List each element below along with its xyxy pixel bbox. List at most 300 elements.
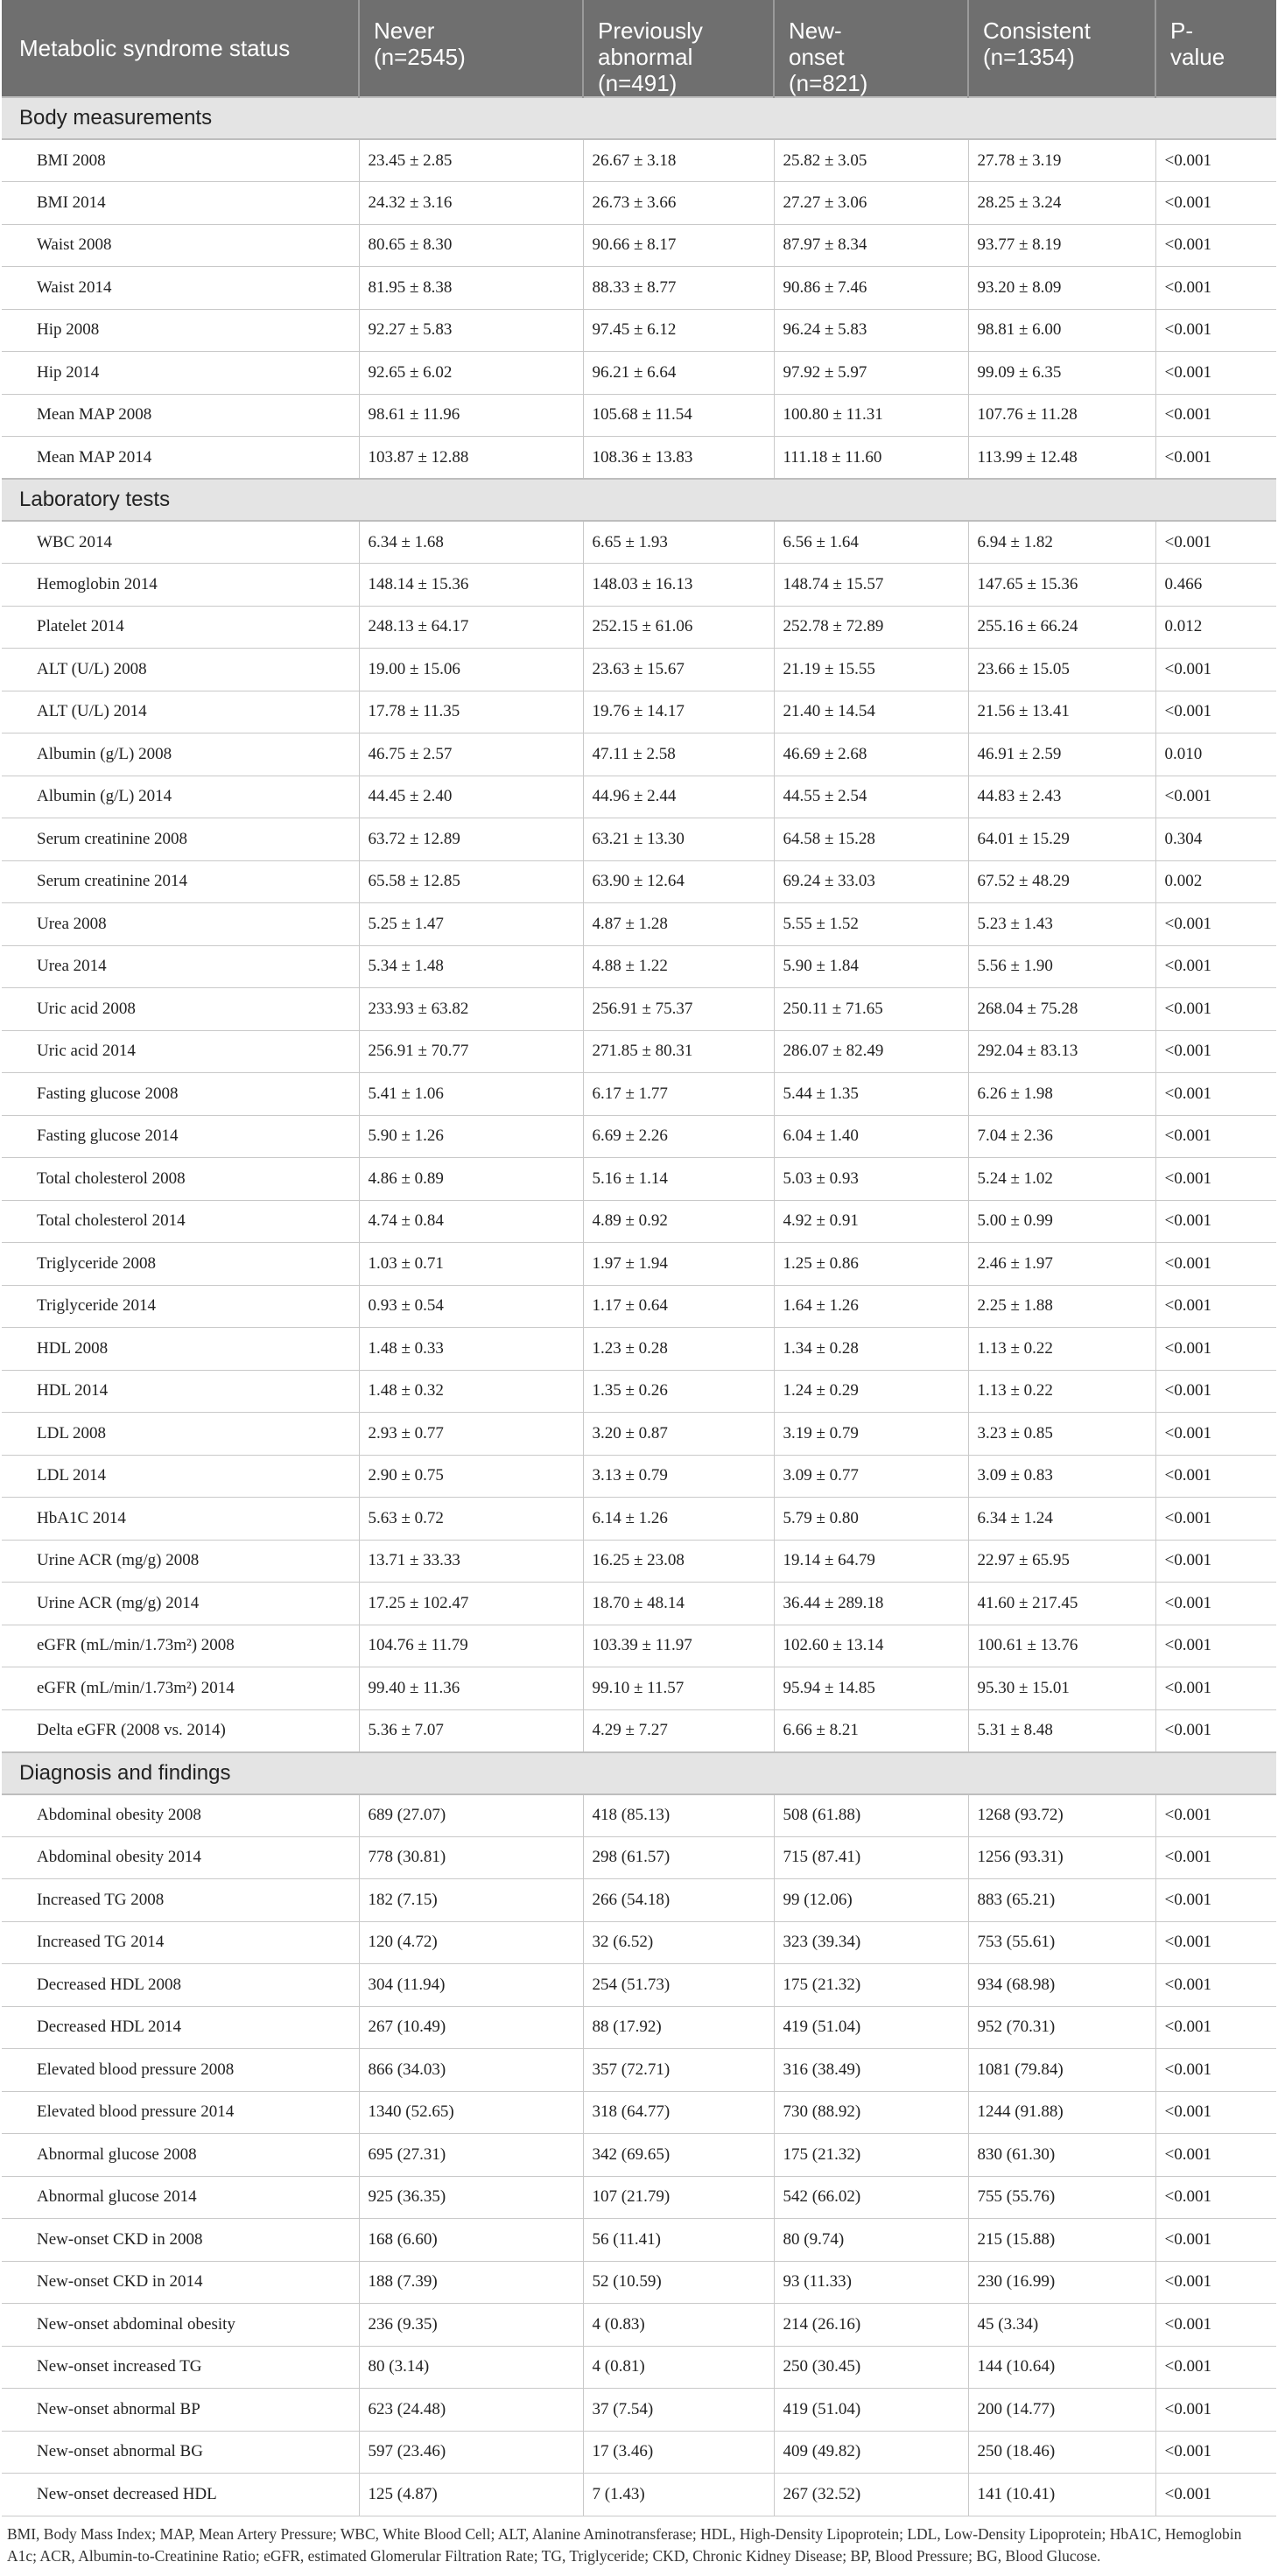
p-value: <0.001 [1155, 437, 1276, 480]
table-row [2, 776, 1276, 818]
new-onset-value: 1.24 ± 0.29 [774, 1370, 968, 1413]
previously-abnormal-value: 4.89 ± 0.92 [583, 1200, 774, 1243]
consistent-value: 230 (16.99) [968, 2261, 1155, 2304]
table-row [2, 1073, 1276, 1116]
new-onset-value: 5.44 ± 1.35 [774, 1073, 968, 1116]
consistent-value: 46.91 ± 2.59 [968, 733, 1155, 776]
table-row [2, 1455, 1276, 1498]
new-onset-value: 267 (32.52) [774, 2474, 968, 2516]
p-value: <0.001 [1155, 2389, 1276, 2432]
never-value: 19.00 ± 15.06 [359, 649, 583, 691]
consistent-value: 107.76 ± 11.28 [968, 394, 1155, 437]
table-row [2, 733, 1276, 776]
new-onset-value: 250 (30.45) [774, 2346, 968, 2389]
previously-abnormal-value: 26.73 ± 3.66 [583, 182, 774, 225]
row-label: Waist 2014 [2, 267, 359, 310]
p-value: 0.012 [1155, 606, 1276, 649]
table-row [2, 182, 1276, 225]
table-row [2, 1921, 1276, 1964]
new-onset-value: 5.79 ± 0.80 [774, 1498, 968, 1541]
p-value: <0.001 [1155, 309, 1276, 352]
row-label: Mean MAP 2014 [2, 437, 359, 480]
consistent-value: 952 (70.31) [968, 2006, 1155, 2049]
previously-abnormal-value: 1.97 ± 1.94 [583, 1243, 774, 1286]
section-title: Diagnosis and findings [2, 1752, 1276, 1794]
consistent-value: 2.25 ± 1.88 [968, 1285, 1155, 1328]
row-label: Total cholesterol 2014 [2, 1200, 359, 1243]
table-row [2, 2091, 1276, 2134]
previously-abnormal-value: 90.66 ± 8.17 [583, 224, 774, 267]
p-value: <0.001 [1155, 945, 1276, 988]
never-value: 182 (7.15) [359, 1879, 583, 1922]
table-row [2, 2219, 1276, 2262]
new-onset-value: 1.25 ± 0.86 [774, 1243, 968, 1286]
table-header [2, 0, 1276, 97]
never-value: 925 (36.35) [359, 2176, 583, 2219]
never-value: 188 (7.39) [359, 2261, 583, 2304]
previously-abnormal-value: 148.03 ± 16.13 [583, 564, 774, 607]
previously-abnormal-value: 1.35 ± 0.26 [583, 1370, 774, 1413]
previously-abnormal-value: 103.39 ± 11.97 [583, 1625, 774, 1667]
new-onset-value: 3.19 ± 0.79 [774, 1413, 968, 1456]
previously-abnormal-value: 26.67 ± 3.18 [583, 139, 774, 182]
consistent-value: 883 (65.21) [968, 1879, 1155, 1922]
table-row [2, 649, 1276, 691]
row-label: Abnormal glucose 2014 [2, 2176, 359, 2219]
consistent-value: 98.81 ± 6.00 [968, 309, 1155, 352]
previously-abnormal-value: 63.21 ± 13.30 [583, 818, 774, 861]
never-value: 81.95 ± 8.38 [359, 267, 583, 310]
previously-abnormal-value: 37 (7.54) [583, 2389, 774, 2432]
previously-abnormal-value: 63.90 ± 12.64 [583, 860, 774, 903]
consistent-value: 5.24 ± 1.02 [968, 1158, 1155, 1201]
p-value: <0.001 [1155, 1921, 1276, 1964]
consistent-value: 6.26 ± 1.98 [968, 1073, 1155, 1116]
consistent-value: 64.01 ± 15.29 [968, 818, 1155, 861]
p-value: <0.001 [1155, 1455, 1276, 1498]
new-onset-value: 409 (49.82) [774, 2431, 968, 2474]
new-onset-value: 44.55 ± 2.54 [774, 776, 968, 818]
never-value: 6.34 ± 1.68 [359, 521, 583, 564]
row-label: New-onset abdominal obesity [2, 2304, 359, 2347]
table-row [2, 1836, 1276, 1879]
p-value: <0.001 [1155, 1328, 1276, 1371]
consistent-value: 5.00 ± 0.99 [968, 1200, 1155, 1243]
never-value: 233.93 ± 63.82 [359, 988, 583, 1031]
never-value: 24.32 ± 3.16 [359, 182, 583, 225]
p-value: <0.001 [1155, 1200, 1276, 1243]
row-label: Hemoglobin 2014 [2, 564, 359, 607]
new-onset-value: 69.24 ± 33.03 [774, 860, 968, 903]
row-label: Serum creatinine 2014 [2, 860, 359, 903]
table-row [2, 2049, 1276, 2092]
p-value: 0.304 [1155, 818, 1276, 861]
p-value: <0.001 [1155, 1285, 1276, 1328]
new-onset-value: 102.60 ± 13.14 [774, 1625, 968, 1667]
p-value: <0.001 [1155, 1836, 1276, 1879]
row-label: Elevated blood pressure 2014 [2, 2091, 359, 2134]
previously-abnormal-value: 252.15 ± 61.06 [583, 606, 774, 649]
previously-abnormal-value: 357 (72.71) [583, 2049, 774, 2092]
table-row [2, 224, 1276, 267]
consistent-value: 22.97 ± 65.95 [968, 1540, 1155, 1583]
new-onset-value: 99 (12.06) [774, 1879, 968, 1922]
row-label: Uric acid 2008 [2, 988, 359, 1031]
new-onset-value: 80 (9.74) [774, 2219, 968, 2262]
p-value: <0.001 [1155, 2219, 1276, 2262]
never-value: 13.71 ± 33.33 [359, 1540, 583, 1583]
p-value: 0.466 [1155, 564, 1276, 607]
table-row [2, 1498, 1276, 1541]
p-value: <0.001 [1155, 2261, 1276, 2304]
consistent-value: 934 (68.98) [968, 1964, 1155, 2007]
table-row [2, 1115, 1276, 1158]
row-label: Total cholesterol 2008 [2, 1158, 359, 1201]
table-row [2, 1370, 1276, 1413]
row-label: Albumin (g/L) 2014 [2, 776, 359, 818]
new-onset-value: 5.90 ± 1.84 [774, 945, 968, 988]
never-value: 866 (34.03) [359, 2049, 583, 2092]
never-value: 304 (11.94) [359, 1964, 583, 2007]
row-label: eGFR (mL/min/1.73m²) 2014 [2, 1667, 359, 1710]
previously-abnormal-value: 4 (0.81) [583, 2346, 774, 2389]
consistent-value: 250 (18.46) [968, 2431, 1155, 2474]
new-onset-value: 1.34 ± 0.28 [774, 1328, 968, 1371]
previously-abnormal-value: 4 (0.83) [583, 2304, 774, 2347]
table-row [2, 945, 1276, 988]
table-row [2, 267, 1276, 310]
never-value: 46.75 ± 2.57 [359, 733, 583, 776]
p-value: <0.001 [1155, 2006, 1276, 2049]
table-row [2, 1158, 1276, 1201]
row-label: Increased TG 2008 [2, 1879, 359, 1922]
never-value: 5.90 ± 1.26 [359, 1115, 583, 1158]
never-value: 2.90 ± 0.75 [359, 1455, 583, 1498]
new-onset-value: 508 (61.88) [774, 1794, 968, 1837]
previously-abnormal-value: 96.21 ± 6.64 [583, 352, 774, 395]
consistent-value: 144 (10.64) [968, 2346, 1155, 2389]
header-row [2, 0, 1276, 97]
table-row [2, 1625, 1276, 1667]
table-row [2, 1667, 1276, 1710]
p-value: <0.001 [1155, 521, 1276, 564]
never-value: 104.76 ± 11.79 [359, 1625, 583, 1667]
previously-abnormal-value: 1.23 ± 0.28 [583, 1328, 774, 1371]
previously-abnormal-value: 99.10 ± 11.57 [583, 1667, 774, 1710]
never-value: 148.14 ± 15.36 [359, 564, 583, 607]
new-onset-value: 286.07 ± 82.49 [774, 1030, 968, 1073]
p-value: <0.001 [1155, 903, 1276, 946]
p-value: <0.001 [1155, 394, 1276, 437]
row-label: Waist 2008 [2, 224, 359, 267]
new-onset-value: 252.78 ± 72.89 [774, 606, 968, 649]
section-title: Laboratory tests [2, 479, 1276, 521]
previously-abnormal-value: 4.88 ± 1.22 [583, 945, 774, 988]
consistent-value: 6.34 ± 1.24 [968, 1498, 1155, 1541]
consistent-value: 268.04 ± 75.28 [968, 988, 1155, 1031]
table-row [2, 1243, 1276, 1286]
new-onset-value: 36.44 ± 289.18 [774, 1583, 968, 1625]
table-body [2, 97, 1276, 2516]
table-row [2, 437, 1276, 480]
p-value: <0.001 [1155, 1413, 1276, 1456]
table-row [2, 1964, 1276, 2007]
new-onset-value: 214 (26.16) [774, 2304, 968, 2347]
never-value: 1.48 ± 0.33 [359, 1328, 583, 1371]
consistent-value: 67.52 ± 48.29 [968, 860, 1155, 903]
consistent-value: 255.16 ± 66.24 [968, 606, 1155, 649]
row-label: Abnormal glucose 2008 [2, 2134, 359, 2177]
row-label: New-onset increased TG [2, 2346, 359, 2389]
row-label: Fasting glucose 2014 [2, 1115, 359, 1158]
p-value: <0.001 [1155, 776, 1276, 818]
never-value: 597 (23.46) [359, 2431, 583, 2474]
row-label: ALT (U/L) 2008 [2, 649, 359, 691]
p-value: <0.001 [1155, 1964, 1276, 2007]
table-row [2, 521, 1276, 564]
previously-abnormal-value: 4.29 ± 7.27 [583, 1709, 774, 1752]
never-value: 98.61 ± 11.96 [359, 394, 583, 437]
previously-abnormal-value: 3.13 ± 0.79 [583, 1455, 774, 1498]
table-row [2, 2134, 1276, 2177]
table-row [2, 2431, 1276, 2474]
consistent-value: 21.56 ± 13.41 [968, 691, 1155, 733]
never-value: 1.03 ± 0.71 [359, 1243, 583, 1286]
never-value: 236 (9.35) [359, 2304, 583, 2347]
previously-abnormal-value: 88.33 ± 8.77 [583, 267, 774, 310]
table-row [2, 818, 1276, 861]
consistent-value: 755 (55.76) [968, 2176, 1155, 2219]
row-label: HDL 2008 [2, 1328, 359, 1371]
p-value: <0.001 [1155, 1879, 1276, 1922]
p-value: <0.001 [1155, 267, 1276, 310]
table-row [2, 2474, 1276, 2516]
row-label: Decreased HDL 2014 [2, 2006, 359, 2049]
p-value: <0.001 [1155, 988, 1276, 1031]
consistent-value: 1268 (93.72) [968, 1794, 1155, 1837]
consistent-value: 44.83 ± 2.43 [968, 776, 1155, 818]
row-label: Elevated blood pressure 2008 [2, 2049, 359, 2092]
table-row [2, 691, 1276, 733]
table-row [2, 1328, 1276, 1371]
never-value: 623 (24.48) [359, 2389, 583, 2432]
never-value: 23.45 ± 2.85 [359, 139, 583, 182]
p-value: <0.001 [1155, 2474, 1276, 2516]
consistent-value: 1244 (91.88) [968, 2091, 1155, 2134]
new-onset-value: 21.19 ± 15.55 [774, 649, 968, 691]
p-value: <0.001 [1155, 1370, 1276, 1413]
new-onset-value: 95.94 ± 14.85 [774, 1667, 968, 1710]
row-label: Urine ACR (mg/g) 2014 [2, 1583, 359, 1625]
section-header-row [2, 97, 1276, 139]
table-row [2, 1030, 1276, 1073]
consistent-value: 28.25 ± 3.24 [968, 182, 1155, 225]
never-value: 4.86 ± 0.89 [359, 1158, 583, 1201]
p-value: <0.001 [1155, 1073, 1276, 1116]
header-new-onset: New- onset (n=821) [774, 0, 968, 97]
row-label: Urea 2014 [2, 945, 359, 988]
consistent-value: 27.78 ± 3.19 [968, 139, 1155, 182]
row-label: Hip 2008 [2, 309, 359, 352]
consistent-value: 23.66 ± 15.05 [968, 649, 1155, 691]
new-onset-value: 323 (39.34) [774, 1921, 968, 1964]
new-onset-value: 4.92 ± 0.91 [774, 1200, 968, 1243]
previously-abnormal-value: 6.14 ± 1.26 [583, 1498, 774, 1541]
new-onset-value: 5.55 ± 1.52 [774, 903, 968, 946]
previously-abnormal-value: 23.63 ± 15.67 [583, 649, 774, 691]
p-value: <0.001 [1155, 1243, 1276, 1286]
never-value: 1340 (52.65) [359, 2091, 583, 2134]
consistent-value: 95.30 ± 15.01 [968, 1667, 1155, 1710]
never-value: 99.40 ± 11.36 [359, 1667, 583, 1710]
table-row [2, 2389, 1276, 2432]
never-value: 5.36 ± 7.07 [359, 1709, 583, 1752]
consistent-value: 5.56 ± 1.90 [968, 945, 1155, 988]
never-value: 63.72 ± 12.89 [359, 818, 583, 861]
row-label: BMI 2014 [2, 182, 359, 225]
consistent-value: 100.61 ± 13.76 [968, 1625, 1155, 1667]
new-onset-value: 419 (51.04) [774, 2006, 968, 2049]
new-onset-value: 175 (21.32) [774, 2134, 968, 2177]
p-value: <0.001 [1155, 1115, 1276, 1158]
table-row [2, 394, 1276, 437]
previously-abnormal-value: 318 (64.77) [583, 2091, 774, 2134]
previously-abnormal-value: 107 (21.79) [583, 2176, 774, 2219]
new-onset-value: 1.64 ± 1.26 [774, 1285, 968, 1328]
consistent-value: 45 (3.34) [968, 2304, 1155, 2347]
new-onset-value: 250.11 ± 71.65 [774, 988, 968, 1031]
table-row [2, 2176, 1276, 2219]
p-value: <0.001 [1155, 691, 1276, 733]
never-value: 256.91 ± 70.77 [359, 1030, 583, 1073]
new-onset-value: 316 (38.49) [774, 2049, 968, 2092]
row-label: Abdominal obesity 2014 [2, 1836, 359, 1879]
new-onset-value: 93 (11.33) [774, 2261, 968, 2304]
new-onset-value: 100.80 ± 11.31 [774, 394, 968, 437]
previously-abnormal-value: 266 (54.18) [583, 1879, 774, 1922]
never-value: 5.34 ± 1.48 [359, 945, 583, 988]
previously-abnormal-value: 47.11 ± 2.58 [583, 733, 774, 776]
row-label: Abdominal obesity 2008 [2, 1794, 359, 1837]
p-value: <0.001 [1155, 182, 1276, 225]
table-row [2, 860, 1276, 903]
never-value: 125 (4.87) [359, 2474, 583, 2516]
metabolic-syndrome-table [2, 0, 1276, 2516]
consistent-value: 2.46 ± 1.97 [968, 1243, 1155, 1286]
p-value: <0.001 [1155, 649, 1276, 691]
new-onset-value: 6.66 ± 8.21 [774, 1709, 968, 1752]
row-label: Decreased HDL 2008 [2, 1964, 359, 2007]
row-label: New-onset CKD in 2008 [2, 2219, 359, 2262]
previously-abnormal-value: 256.91 ± 75.37 [583, 988, 774, 1031]
row-label: Urine ACR (mg/g) 2008 [2, 1540, 359, 1583]
row-label: LDL 2014 [2, 1455, 359, 1498]
table-row [2, 352, 1276, 395]
previously-abnormal-value: 32 (6.52) [583, 1921, 774, 1964]
consistent-value: 141 (10.41) [968, 2474, 1155, 2516]
row-label: WBC 2014 [2, 521, 359, 564]
row-label: Serum creatinine 2008 [2, 818, 359, 861]
p-value: <0.001 [1155, 2176, 1276, 2219]
previously-abnormal-value: 17 (3.46) [583, 2431, 774, 2474]
never-value: 1.48 ± 0.32 [359, 1370, 583, 1413]
consistent-value: 93.20 ± 8.09 [968, 267, 1155, 310]
never-value: 65.58 ± 12.85 [359, 860, 583, 903]
table-row [2, 2006, 1276, 2049]
table-row [2, 1879, 1276, 1922]
p-value: <0.001 [1155, 1158, 1276, 1201]
new-onset-value: 64.58 ± 15.28 [774, 818, 968, 861]
table-row [2, 309, 1276, 352]
table-row [2, 1583, 1276, 1625]
consistent-value: 93.77 ± 8.19 [968, 224, 1155, 267]
previously-abnormal-value: 6.17 ± 1.77 [583, 1073, 774, 1116]
row-label: Mean MAP 2008 [2, 394, 359, 437]
previously-abnormal-value: 418 (85.13) [583, 1794, 774, 1837]
never-value: 267 (10.49) [359, 2006, 583, 2049]
new-onset-value: 419 (51.04) [774, 2389, 968, 2432]
consistent-value: 147.65 ± 15.36 [968, 564, 1155, 607]
row-label: Triglyceride 2008 [2, 1243, 359, 1286]
consistent-value: 1.13 ± 0.22 [968, 1328, 1155, 1371]
row-label: ALT (U/L) 2014 [2, 691, 359, 733]
new-onset-value: 90.86 ± 7.46 [774, 267, 968, 310]
new-onset-value: 97.92 ± 5.97 [774, 352, 968, 395]
p-value: <0.001 [1155, 139, 1276, 182]
never-value: 689 (27.07) [359, 1794, 583, 1837]
table-row [2, 2261, 1276, 2304]
previously-abnormal-value: 254 (51.73) [583, 1964, 774, 2007]
never-value: 80.65 ± 8.30 [359, 224, 583, 267]
never-value: 0.93 ± 0.54 [359, 1285, 583, 1328]
table-row [2, 564, 1276, 607]
new-onset-value: 46.69 ± 2.68 [774, 733, 968, 776]
previously-abnormal-value: 18.70 ± 48.14 [583, 1583, 774, 1625]
new-onset-value: 730 (88.92) [774, 2091, 968, 2134]
table-row [2, 1413, 1276, 1456]
p-value: <0.001 [1155, 224, 1276, 267]
table-row [2, 2304, 1276, 2347]
consistent-value: 3.09 ± 0.83 [968, 1455, 1155, 1498]
p-value: <0.001 [1155, 2049, 1276, 2092]
p-value: <0.001 [1155, 2431, 1276, 2474]
consistent-value: 1081 (79.84) [968, 2049, 1155, 2092]
table-row [2, 606, 1276, 649]
row-label: Delta eGFR (2008 vs. 2014) [2, 1709, 359, 1752]
previously-abnormal-value: 88 (17.92) [583, 2006, 774, 2049]
previously-abnormal-value: 97.45 ± 6.12 [583, 309, 774, 352]
previously-abnormal-value: 19.76 ± 14.17 [583, 691, 774, 733]
p-value: <0.001 [1155, 352, 1276, 395]
new-onset-value: 3.09 ± 0.77 [774, 1455, 968, 1498]
previously-abnormal-value: 6.65 ± 1.93 [583, 521, 774, 564]
consistent-value: 6.94 ± 1.82 [968, 521, 1155, 564]
previously-abnormal-value: 342 (69.65) [583, 2134, 774, 2177]
new-onset-value: 96.24 ± 5.83 [774, 309, 968, 352]
p-value: <0.001 [1155, 1583, 1276, 1625]
new-onset-value: 19.14 ± 64.79 [774, 1540, 968, 1583]
consistent-value: 41.60 ± 217.45 [968, 1583, 1155, 1625]
new-onset-value: 5.03 ± 0.93 [774, 1158, 968, 1201]
consistent-value: 7.04 ± 2.36 [968, 1115, 1155, 1158]
section-header-row [2, 1752, 1276, 1794]
consistent-value: 5.31 ± 8.48 [968, 1709, 1155, 1752]
never-value: 5.63 ± 0.72 [359, 1498, 583, 1541]
p-value: <0.001 [1155, 1030, 1276, 1073]
previously-abnormal-value: 5.16 ± 1.14 [583, 1158, 774, 1201]
row-label: Triglyceride 2014 [2, 1285, 359, 1328]
previously-abnormal-value: 1.17 ± 0.64 [583, 1285, 774, 1328]
